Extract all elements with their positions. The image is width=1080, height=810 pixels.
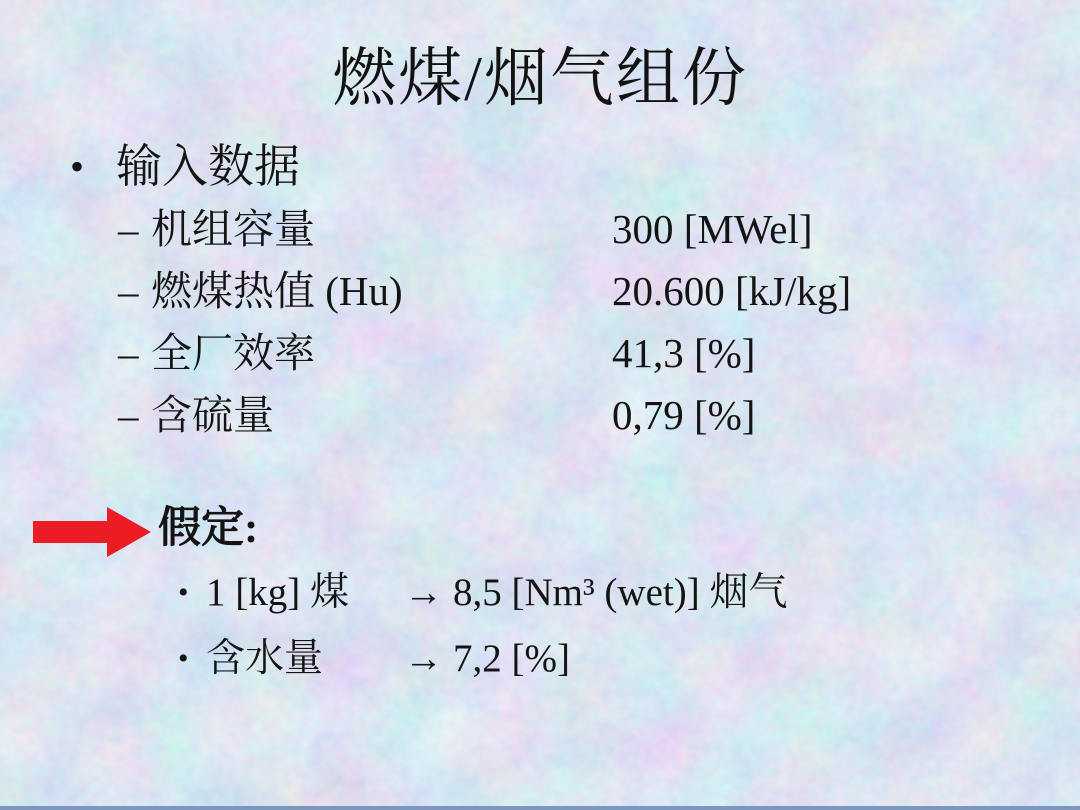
heading-bullet-icon: • [70,144,85,189]
input-data-list [118,200,898,448]
input-heading-label: 输入数据 [116,141,300,192]
input-row-label: 全厂效率 [151,330,315,376]
slide-title: 燃煤/烟气组份 [332,43,748,114]
input-row-sulfur-content [118,386,898,448]
slide-bottom-edge [0,806,1080,810]
assumption-left: 1 [kg] 煤 [206,571,349,614]
row-dash-icon: – [118,268,139,314]
maps-to-arrow-icon: → [404,637,443,680]
input-section-heading [70,136,300,198]
input-row-heating-value [118,262,898,324]
item-bullet-icon: • [178,642,189,675]
assumption-item-water-content [178,626,918,692]
assumptions-list [178,560,918,692]
input-row-label: 机组容量 [151,206,315,252]
maps-to-arrow-icon: → [404,571,443,614]
red-arrow-icon [33,505,153,559]
input-row-value: 20.600 [kJ/kg] [612,268,852,314]
assumption-item-flue-gas [178,560,918,626]
row-dash-icon: – [118,392,139,438]
input-row-value: 300 [MWel] [612,206,813,252]
input-row-label: 含硫量 [151,392,274,438]
input-row-value: 0,79 [%] [612,392,756,438]
input-row-label: 燃煤热值 (Hu) [151,268,403,314]
row-dash-icon: – [118,206,139,252]
row-dash-icon: – [118,330,139,376]
assumption-right: 7,2 [%] [453,637,570,680]
item-bullet-icon: • [178,576,189,609]
red-arrow-shape [33,507,151,557]
input-row-value: 41,3 [%] [612,330,756,376]
input-row-plant-efficiency [118,324,898,386]
assumption-left: 含水量 [206,637,324,680]
assumptions-heading: 假定: [158,505,259,552]
input-row-unit-capacity [118,200,898,262]
assumption-right: 8,5 [Nm³ (wet)] 烟气 [453,571,788,614]
